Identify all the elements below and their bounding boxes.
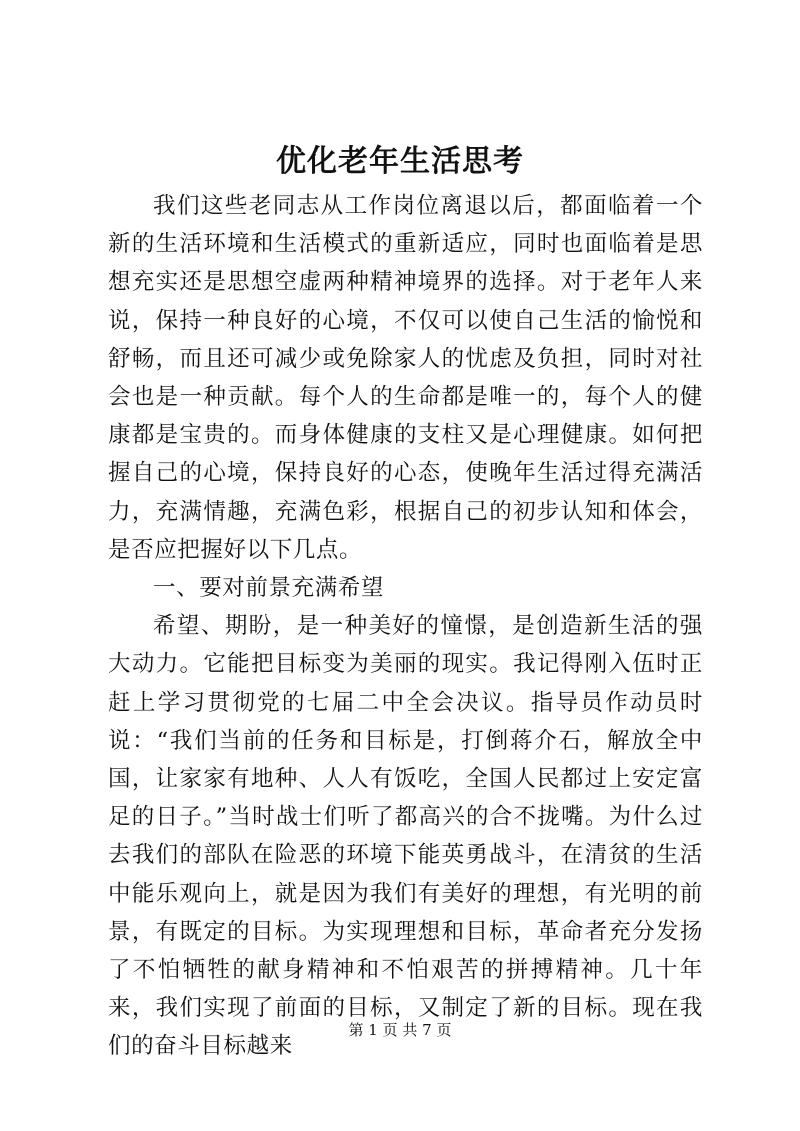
section-heading-1: 一、要对前景充满希望 [153,575,385,602]
document-title: 优化老年生活思考 [276,144,524,179]
document-body [108,187,703,1066]
paragraph-intro: 我们这些老同志从工作岗位离退以后，都面临着一个新的生活环境和生活模式的重新适应，同时也面临着是思想充实还是思想空虚两种精神境界的选择。对于老年人来说，保持一种良好的心境，不仅可以使自己生活的愉悦和舒畅，而且还可减少或免除家人的忧虑及负担，同时对社会也是一种贡献。每个人的生命都是唯一的，每个人的健康都是宝贵的。而身体健康的支柱又是心理健康。如何把握自己的心境，保持良好的心态，使晚年生活过得充满活力，充满情趣，充满色彩，根据自己的初步认知和体会，是否应把握好以下几点。 [108,193,703,563]
paragraph-hope: 希望、期盼，是一种美好的憧憬，是创造新生活的强大动力。它能把目标变为美丽的现实。我记得刚入伍时正赶上学习贯彻党的七届二中全会决议。指导员作动员时说：“我们当前的任务和目标是，打倒蒋介石，解放全中国，让家家有地种、人人有饭吃，全国人民都过上安定富足的日子。”当时战士们听了都高兴的合不拢嘴。为什么过去我们的部队在险恶的环境下能英勇战斗，在清贫的生活中能乐观向上，就是因为我们有美好的理想，有光明的前景，有既定的目标。为实现理想和目标，革命者充分发扬了不怕牺牲的献身精神和不怕艰苦的拼搏精神。几十年来，我们实现了前面的目标，又制定了新的目标。现在我们的奋斗目标越来 [108,613,703,1060]
page-footer: 第 1 页 共 7 页 [348,1021,452,1039]
